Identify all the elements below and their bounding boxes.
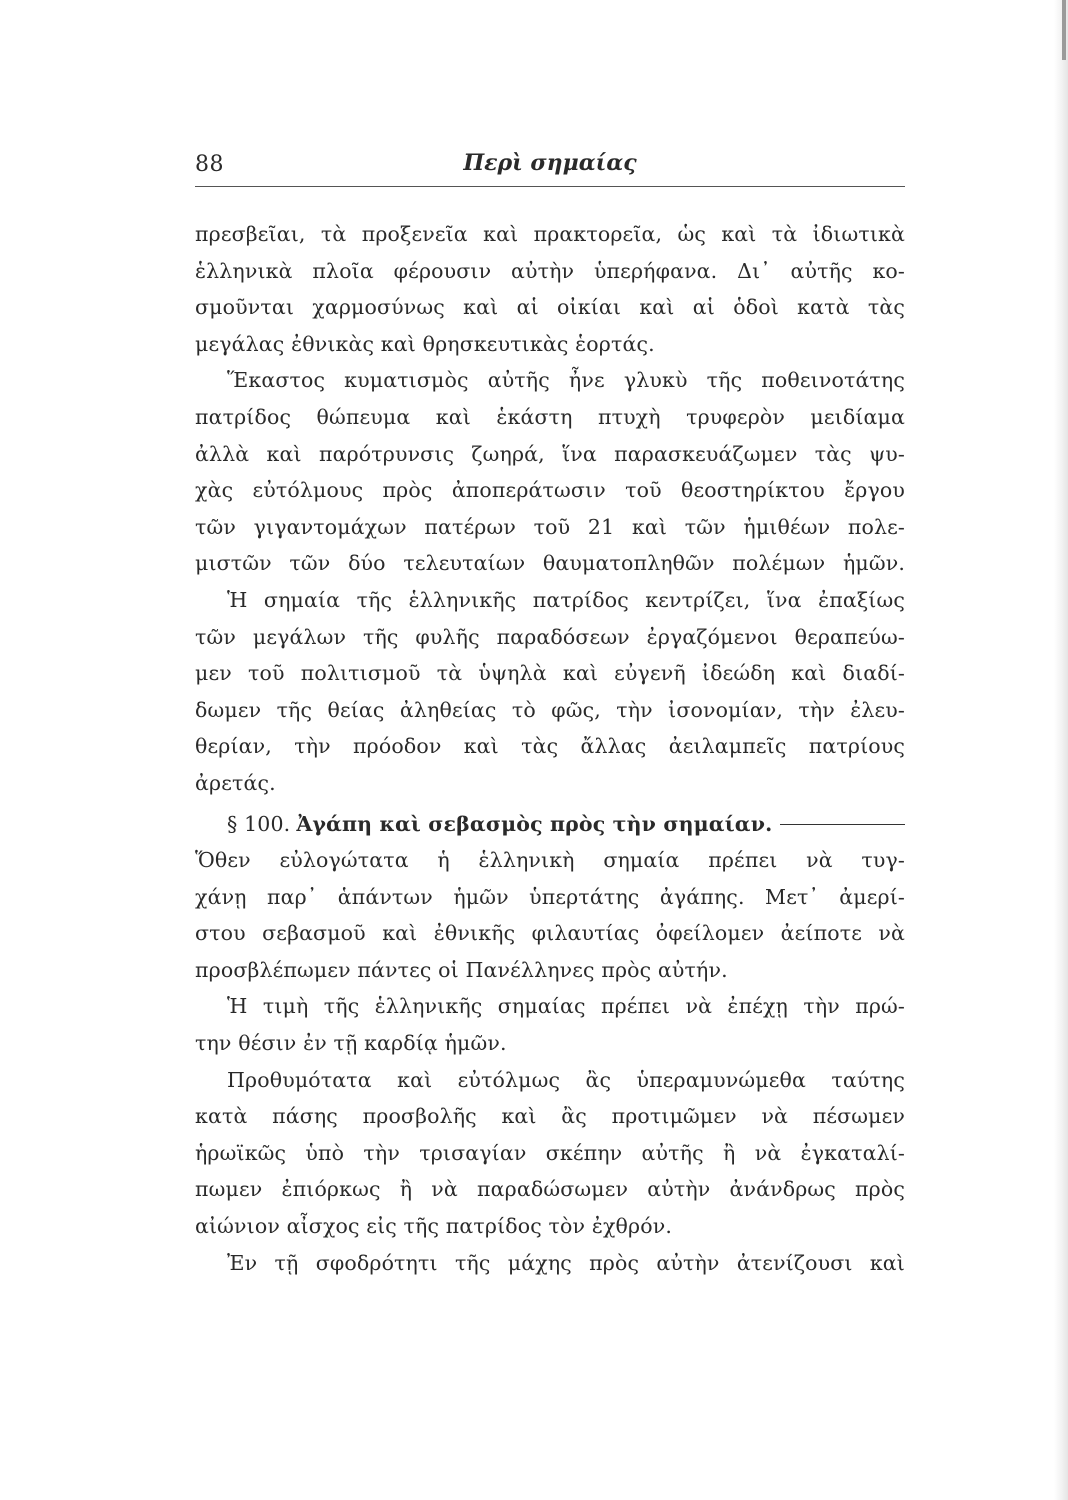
section-dash xyxy=(780,824,905,825)
section-heading xyxy=(195,806,905,843)
body-text xyxy=(195,216,905,1281)
text-line: χὰς εὐτόλμους πρὸς ἀποπεράτωσιν τοῦ θεοστηρίκτου ἔργου xyxy=(195,478,905,503)
text-line: Ἐν τῇ σφοδρότητι τῆς μάχης πρὸς αὐτὴν ἀτενίζουσι καὶ xyxy=(227,1250,905,1275)
text-line: Ἕκαστος κυματισμὸς αὐτῆς ἦνε γλυκὺ τῆς ποθεινοτάτης xyxy=(227,368,905,393)
text-line: πατρίδος θώπευμα καὶ ἑκάστη πτυχὴ τρυφερὸν μειδίαμα xyxy=(195,404,905,429)
text-line: πρεσβεῖαι, τὰ προξενεῖα καὶ πρακτορεῖα, ὡς καὶ τὰ ἰδιωτικὰ xyxy=(195,222,905,246)
section-number: § 100. xyxy=(227,811,291,836)
text-line: δωμεν τῆς θείας ἀληθείας τὸ φῶς, τὴν ἰσονομίαν, τὴν ἐλευ- xyxy=(195,697,905,722)
text-line: την θέσιν ἐν τῇ καρδίᾳ ἡμῶν. xyxy=(195,1031,507,1056)
text-line: ἀρετάς. xyxy=(195,770,276,795)
text-line: τῶν μεγάλων τῆς φυλῆς παραδόσεων ἐργαζόμενοι θεραπεύω- xyxy=(195,624,905,649)
text-line: ἀλλὰ καὶ παρότρυνσις ζωηρά, ἵνα παρασκευάζωμεν τὰς ψυ- xyxy=(195,441,905,466)
page-number: 88 xyxy=(195,152,224,177)
text-line: ἡρωϊκῶς ὑπὸ τὴν τρισαγίαν σκέπην αὐτῆς ἢ νὰ ἐγκαταλί- xyxy=(195,1140,905,1165)
text-line: Ὅθεν εὐλογώτατα ἡ ἑλληνικὴ σημαία πρέπει νὰ τυγ- xyxy=(195,848,905,873)
text-line: προσβλέπωμεν πάντες οἱ Πανέλληνες πρὸς αὐτήν. xyxy=(195,957,728,982)
page-edge-shadow xyxy=(1054,0,1068,1500)
running-title: Περὶ σημαίας xyxy=(463,150,637,176)
text-line: Ἡ τιμὴ τῆς ἑλληνικῆς σημαίας πρέπει νὰ ἐπέχῃ τὴν πρώ- xyxy=(227,994,905,1019)
text-line: Προθυμότατα καὶ εὐτόλμως ἂς ὑπεραμυνώμεθα ταύτης xyxy=(227,1067,905,1092)
text-line: Ἡ σημαία τῆς ἑλληνικῆς πατρίδος κεντρίζει, ἵνα ἐπαξίως xyxy=(227,587,905,612)
header-rule xyxy=(195,186,905,187)
text-line: χάνῃ παρ᾿ ἁπάντων ἡμῶν ὑπερτάτης ἀγάπης. Μετ᾿ ἀμερί- xyxy=(195,884,905,909)
section-title: Ἀγάπη καὶ σεβασμὸς πρὸς τὴν σημαίαν. xyxy=(296,811,773,836)
text-line: θερίαν, τὴν πρόοδον καὶ τὰς ἄλλας ἀειλαμπεῖς πατρίους xyxy=(195,734,905,759)
scan-edge-mark xyxy=(1062,0,1066,60)
text-line: μιστῶν τῶν δύο τελευταίων θαυματοπληθῶν πολέμων ἡμῶν. xyxy=(195,551,905,576)
text-line: τῶν γιγαντομάχων πατέρων τοῦ 21 καὶ τῶν ἡμιθέων πολε- xyxy=(195,514,905,539)
text-line: ἑλληνικὰ πλοῖα φέρουσιν αὐτὴν ὑπερήφανα. Δι᾿ αὐτῆς κο- xyxy=(195,258,905,283)
text-line: σμοῦνται χαρμοσύνως καὶ αἱ οἰκίαι καὶ αἱ ὁδοὶ κατὰ τὰς xyxy=(195,295,905,320)
text-line: μεγάλας ἐθνικὰς καὶ θρησκευτικὰς ἑορτάς. xyxy=(195,331,655,356)
text-line: αἰώνιον αἶσχος εἰς τῆς πατρίδος τὸν ἐχθρόν. xyxy=(195,1214,673,1239)
text-line: στου σεβασμοῦ καὶ ἐθνικῆς φιλαυτίας ὀφείλομεν ἀείποτε νὰ xyxy=(195,921,905,946)
text-line: πωμεν ἐπιόρκως ἢ νὰ παραδώσωμεν αὐτὴν ἀνάνδρως πρὸς xyxy=(195,1177,905,1202)
page-header xyxy=(195,150,905,184)
text-line: μεν τοῦ πολιτισμοῦ τὰ ὑψηλὰ καὶ εὐγενῆ ἰδεώδη καὶ διαδί- xyxy=(195,661,905,686)
text-line: κατὰ πάσης προσβολῆς καὶ ἂς προτιμῶμεν νὰ πέσωμεν xyxy=(195,1104,905,1129)
